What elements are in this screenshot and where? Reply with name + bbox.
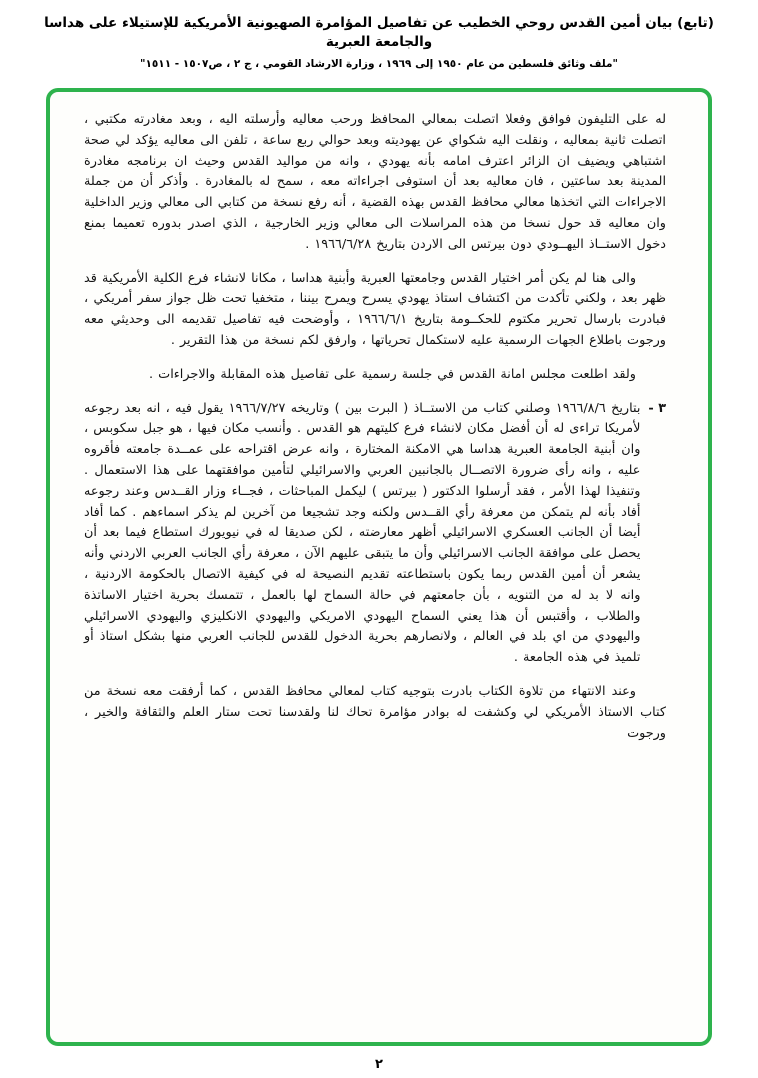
- page-number: ٢: [375, 1057, 383, 1072]
- document-header: [0, 0, 758, 70]
- numbered-item: [84, 399, 666, 669]
- item-number: ٣ -: [648, 400, 666, 416]
- document-title: (تابع) بيان أمين القدس روحي الخطيب عن تفاصيل المؤامرة الصهيونية الأمريكية للإستيلاء على هداسا والجامعة العبرية: [44, 15, 714, 50]
- paragraph: وعند الانتهاء من تلاوة الكتاب بادرت بتوجيه كتاب لمعالي محافظ القدس ، كما أرفقت معه نسخة من كتاب الاستاذ الأمريكي لي وكشفت له بوادر مؤامرة تحاك لنا ولقدسنا تحت ستار العلم والثقافة والخير ، ورجوت: [84, 683, 666, 741]
- paragraph: ولقد اطلعت مجلس امانة القدس في جلسة رسمية على تفاصيل هذه المقابلة والاجراءات .: [149, 366, 636, 382]
- document-body-frame: [46, 88, 712, 1046]
- item-text: بتاريخ ١٩٦٦/٨/٦ وصلني كتاب من الاستــاذ ( البرت بين ) وتاريخه ١٩٦٦/٧/٢٧ يقول فيه ، انه بعد رجوعه لأمريكا تراءى له أن أفضل مكان لانشاء فرع كليتهم هو القدس . وأنسب مكان فيها ، هو جبل سكوبس ، وان أبنية الجامعة العبرية هداسا هي الامكنة المختارة ، وانه عرض اقتراحه على عمــدة جامعته فأقروه عليه ، وانه رأى ضرورة الاتصــال بالجانبين العربي والاسرائيلي لتأمين موافقتهما على هذا الاستعمال . وتنفيذا لهذا الأمر ، فقد أرسلوا الدكتور ( بيرتس ) ليكمل المباحثات ، فجــاء وزار القــدس وعند رجوعه أفاد بأنه لم يتمكن من معرفة رأي القــدس ولكنه وجد تشجيعا من آخرين لم يذكر اسماءهم . كما أفاد أيضا أن الجانب العسكري الاسرائيلي أظهر معارضته ، لكن صديقا له في نيويورك استطاع فيما بعد أن يحصل على موافقة الجانب الاسرائيلي وأن ما يتبقى عليهم الآن ، معرفة رأي الجانب العربي الاردني وأنه يشعر أن أمين القدس ربما يكون باستطاعته تقديم النصيحة له في كيفية الاتصال بالحكومة الاردنية ، وانه لا بد له من التنويه ، بأن جامعتهم في حالة السماح لها بالعمل ، تتمسك بحرية اختيار الاساتذة والطلاب ، وأقتبس أن هذا يعني السماح اليهودي الامريكي واليهودي الانكليزي واليهودي الاسرائيلي واليهودي من اي بلد في العالم ، ولانصارهم بحرية الدخول للقدس للجانب العربي منها بشكل استاذ أو تلميذ في هذه الجامعة .: [84, 400, 641, 666]
- paragraph: له على التليفون فوافق وفعلا اتصلت بمعالي المحافظ ورحب معاليه وأرسلته اليه ، وبعد مغادرته مكتبي ، اتصلت ثانية بمعاليه ، ونقلت اليه شكواي عن يهوديته وبعد حوالي ربع ساعة ، تلفن الى معاليه يؤكد لي صحة اشتباهي ويضيف ان الزائر اعترف امامه بأنه يهودي ، وانه من مواليد القدس وحيث ان برنامجه مغادرة المدينة بعد ساعتين ، فان معاليه بعد أن استوفى اجراءاته معه ، سمح له بالمغادرة . وأذكر أن من جملة الاجراءات التي اتخذها معالي محافظ القدس بهذه القضية ، أنه رفع نسخة من كتابي الى معالي وزير الداخلية وان معاليه قد حول نسخا من هذه المراسلات الى معالي وزير الخارجية ، الذي اصدر بدوره تعميما بمنع دخول الاستــاذ اليهــودي دون بيرتس الى الاردن بتاريخ ١٩٦٦/٦/٢٨ .: [84, 112, 666, 252]
- page-footer: [0, 1053, 758, 1072]
- document-source-citation: "ملف وثائق فلسطين من عام ١٩٥٠ إلى ١٩٦٩ ، وزارة الارشاد القومي ، ج ٢ ، ص١٥٠٧ - ١٥١١": [140, 57, 618, 70]
- paragraph: والى هنا لم يكن أمر اختيار القدس وجامعتها العبرية وأبنية هداسا ، مكانا لانشاء فرع الكلية الأمريكية قد ظهر بعد ، ولكني تأكدت من اكتشاف استاذ يهودي يسرح ويمرح بيننا ، متخفيا تحت ظل جواز سفر أمريكي ، فبادرت بارسال تحرير مكتوم للحكــومة بتاريخ ١٩٦٦/٦/١ ، وأوضحت فيه تفاصيل تقديمه الى وحديثي معه ورجوت باطلاع الجهات الرسمية عليه لاستكمال تحرياتها ، وارفق لكم نسخة من هذا التقرير .: [84, 270, 666, 348]
